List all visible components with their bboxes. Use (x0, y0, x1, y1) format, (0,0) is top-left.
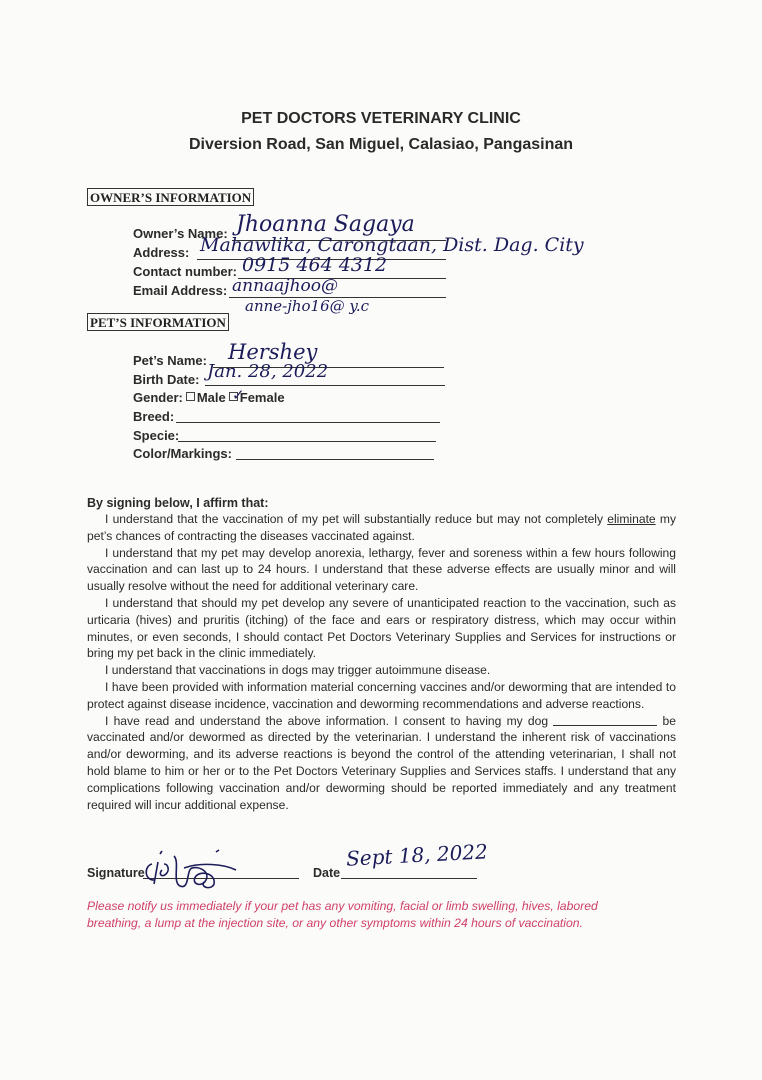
signature-label: Signature (87, 866, 145, 880)
email-label: Email Address: (133, 283, 228, 298)
date-line (341, 878, 477, 879)
owner-name-value[interactable]: Jhoanna Sagaya (236, 212, 415, 237)
color-markings-label: Color/Markings: (133, 446, 232, 461)
consent-text (87, 511, 676, 813)
consent-paragraph: I understand that should my pet develop any severe of unanticipated reaction to the vaccination, such as urticaria (hives) and pruritis (itching) of the face and ears or respiratory distress, which may occur within minutes, or even seconds, I should contact Pet Doctors Veterinary Supplies and Services for instructions or bring my pet back in the clinic immediately. (87, 595, 676, 661)
specie-label: Specie: (133, 428, 180, 443)
consent-paragraph: I understand that my pet may develop anorexia, lethargy, fever and soreness within a few hours following vaccination and can last up to 24 hours. I understand that these adverse effects are usually minor and will usually resolve without the need for additional veterinary care. (87, 545, 676, 594)
breed-label: Breed: (133, 409, 175, 424)
consent-p6-a: I have read and understand the above information. I consent to having my dog (105, 713, 554, 728)
female-label: Female (239, 390, 285, 405)
contact-label: Contact number: (133, 264, 237, 279)
birth-date-value[interactable]: Jan. 28, 2022 (207, 361, 329, 382)
consent-paragraph: I have been provided with information material concerning vaccines and/or deworming that are intended to protect against disease incidence, vaccination and deworming recommendations and adverse reactions. (87, 679, 676, 711)
clinic-address: Diversion Road, San Miguel, Calasiao, Pangasinan (188, 136, 574, 153)
breed-line (176, 422, 440, 423)
male-label: Male (196, 390, 226, 405)
date-label: Date (313, 866, 341, 880)
consent-paragraph: I understand that vaccinations in dogs may trigger autoimmune disease. (105, 663, 491, 678)
male-checkbox[interactable] (186, 392, 195, 401)
pet-name-label: Pet’s Name: (133, 353, 207, 368)
pet-section-heading: PET’S INFORMATION (87, 313, 229, 331)
post-vaccination-notice: Please notify us immediately if your pet has any vomiting, facial or limb swelling, hives, labored breathing, a lump at the injection site, or any other symptoms within 24 hours of vaccination. (87, 899, 598, 930)
owner-section-heading: OWNER’S INFORMATION (87, 188, 254, 206)
consent-paragraph (87, 511, 676, 545)
birth-date-label: Birth Date: (133, 372, 200, 387)
date-value[interactable]: Sept 18, 2022 (345, 839, 489, 871)
address-label: Address: (133, 245, 190, 260)
consent-p1-b: my pet’s chances of contracting the diseases vaccinated against. (87, 512, 676, 543)
gender-label-text: Gender: (133, 390, 183, 405)
handwritten-signature[interactable] (140, 842, 250, 892)
consent-p1-underline: eliminate (607, 512, 656, 526)
female-check-mark: ✓ (232, 386, 245, 404)
dog-name-blank[interactable] (553, 715, 657, 726)
gender-label (133, 390, 285, 405)
specie-line (178, 441, 436, 442)
owner-name-label: Owner’s Name: (133, 226, 228, 241)
contact-value[interactable]: 0915 464 4312 (242, 254, 388, 276)
clinic-name: PET DOCTORS VETERINARY CLINIC (241, 110, 521, 127)
consent-p1-a: I understand that the vaccination of my pet will substantially reduce but may not completely (105, 512, 608, 526)
email-value[interactable]: annaajhoo@ (232, 276, 338, 296)
pet-name-value[interactable]: Hershey (228, 340, 318, 364)
address-value[interactable]: Mahawlika, Carongtaan, Dist. Dag. City (200, 234, 584, 256)
color-markings-line (236, 459, 434, 460)
email-value-alt[interactable]: anne-jho16@ y.c (245, 297, 370, 315)
consent-p6-b: be vaccinated and/or dewormed as directed by the veterinarian. I understand the inherent risk of vaccinations and/or deworming, and its adverse reactions is beyond the control of the attending veterinarian, I shall not hold blame to him or her or to the Pet Doctors Veterinary Supplies and Services staffs. I understand that any complications following vaccination and/or deworming should be reported immediately and any treatment required will incur additional expense. (87, 713, 677, 812)
affirm-heading: By signing below, I affirm that: (87, 496, 269, 510)
consent-paragraph (87, 713, 676, 814)
